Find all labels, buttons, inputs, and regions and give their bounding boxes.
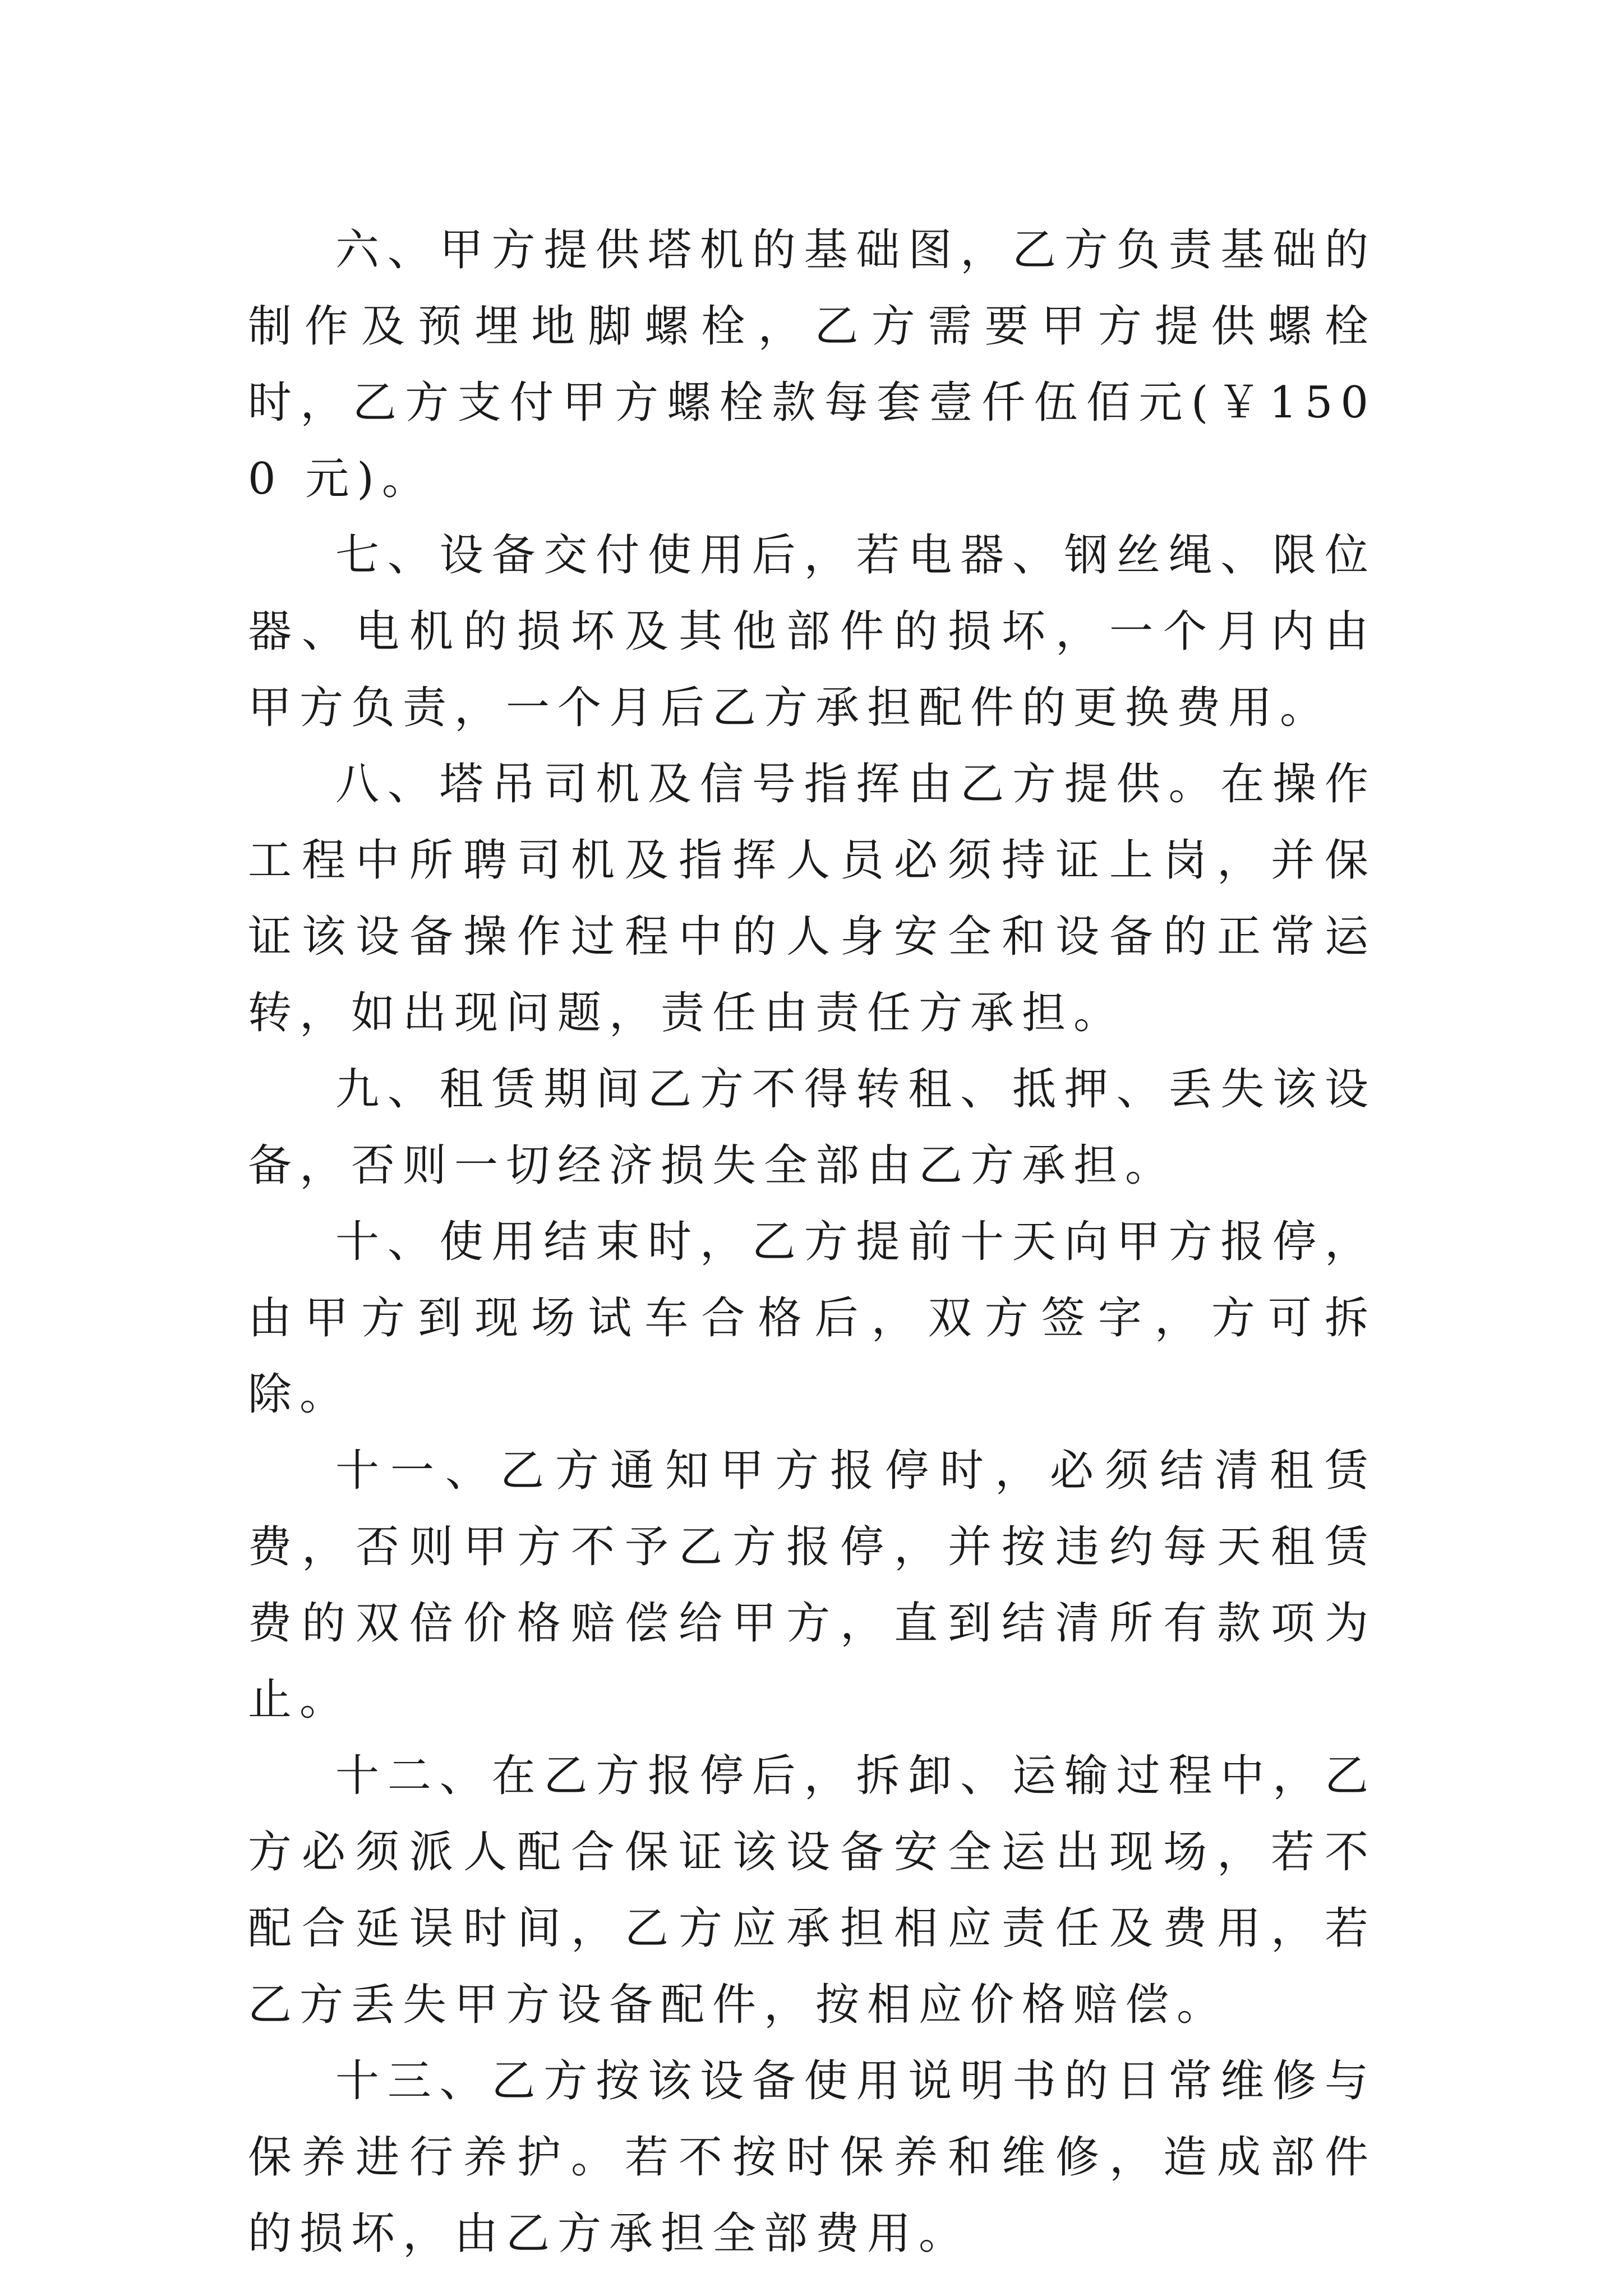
clause-11: 十一、乙方通知甲方报停时，必须结清租赁费，否则甲方不予乙方报停，并按违约每天租赁费的双倍价格赔偿给甲方，直到结清所有款项为止。 [248, 1446, 1376, 1725]
clause-12: 十二、在乙方报停后，拆卸、运输过程中，乙方必须派人配合保证该设备安全运出现场，若不配合延误时间，乙方应承担相应责任及费用，若乙方丢失甲方设备配件，按相应价格赔偿。 [248, 1751, 1376, 2030]
clause-9: 九、租赁期间乙方不得转租、抵押、丢失该设备，否则一切经济损失全部由乙方承担。 [248, 1064, 1376, 1191]
clause-7: 七、设备交付使用后，若电器、钢丝绳、限位器、电机的损坏及其他部件的损坏，一个月内由甲方负责，一个月后乙方承担配件的更换费用。 [248, 530, 1376, 733]
clause-10: 十、使用结束时，乙方提前十天向甲方报停，由甲方到现场试车合格后，双方签字，方可拆除。 [248, 1217, 1376, 1420]
clause-13: 十三、乙方按该设备使用说明书的日常维修与保养进行养护。若不按时保养和维修，造成部件的损坏，由乙方承担全部费用。 [248, 2056, 1376, 2259]
contract-body [248, 212, 1376, 2272]
clause-6: 六、甲方提供塔机的基础图，乙方负责基础的制作及预埋地脚螺栓，乙方需要甲方提供螺栓时，乙方支付甲方螺栓款每套壹仟伍佰元(￥1500 元)。 [248, 225, 1376, 504]
clause-8: 八、塔吊司机及信号指挥由乙方提供。在操作工程中所聘司机及指挥人员必须持证上岗，并保证该设备操作过程中的人身安全和设备的正常运转，如出现问题，责任由责任方承担。 [248, 759, 1376, 1038]
